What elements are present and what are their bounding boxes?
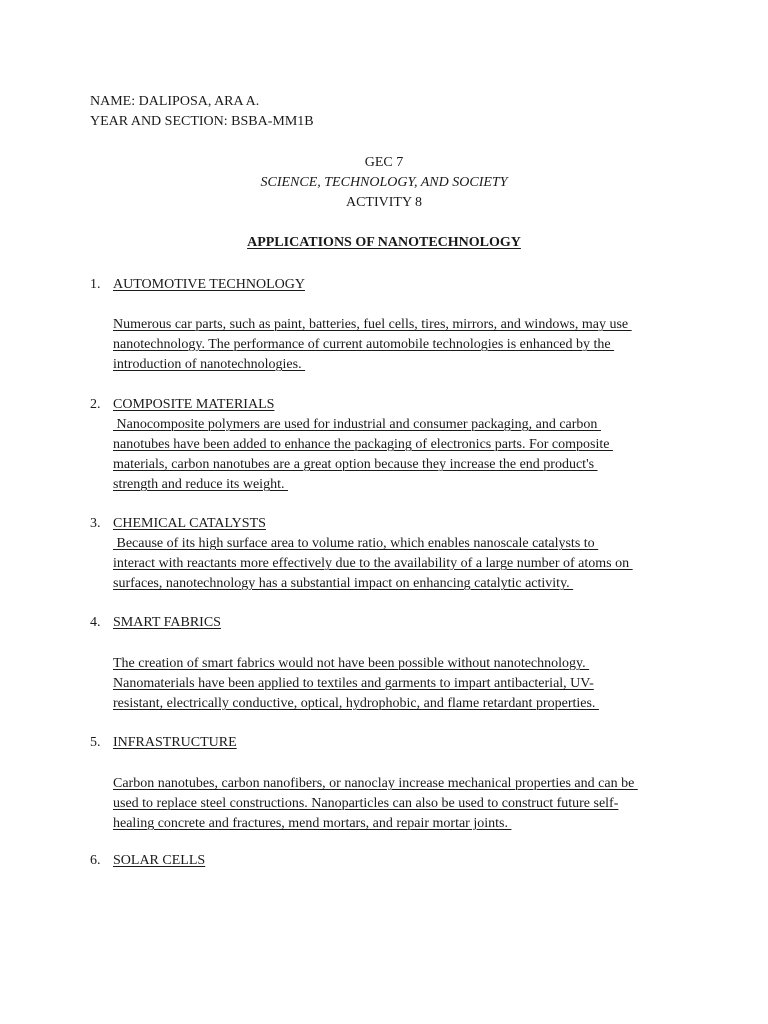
body-line: nanotechnology. The performance of current automobile technologies is enhanced by the [113, 337, 615, 352]
body-line: surfaces, nanotechnology has a substantial impact on enhancing catalytic activity. [113, 576, 574, 591]
body-line: Numerous car parts, such as paint, batteries, fuel cells, tires, mirrors, and windows, may use [113, 317, 632, 332]
body-line: introduction of nanotechnologies. [113, 357, 306, 372]
item-number: 4. [90, 615, 101, 630]
item-heading-smart-fabrics: SMART FABRICS [113, 615, 221, 630]
item-number: 1. [90, 277, 101, 292]
item-body-chemical-catalysts [113, 534, 688, 594]
course-subject: SCIENCE, TECHNOLOGY, AND SOCIETY [260, 175, 508, 190]
course-code: GEC 7 [364, 155, 404, 170]
item-number: 2. [90, 397, 101, 412]
item-heading-infrastructure: INFRASTRUCTURE [113, 735, 237, 750]
student-name: NAME: DALIPOSA, ARA A. [90, 94, 260, 109]
activity-number: ACTIVITY 8 [345, 195, 423, 210]
body-line: Because of its high surface area to volume ratio, which enables nanoscale catalysts to [113, 536, 599, 551]
body-line: The creation of smart fabrics would not have been possible without nanotechnology. [113, 656, 590, 671]
item-number: 6. [90, 853, 101, 868]
body-line: materials, carbon nanotubes are a great option because they increase the end product's [113, 457, 598, 472]
body-line: strength and reduce its weight. [113, 477, 288, 492]
body-line: nanotubes have been added to enhance the packaging of electronics parts. For composite [113, 437, 613, 452]
body-line: Carbon nanotubes, carbon nanofibers, or nanoclay increase mechanical properties and can be [113, 776, 638, 791]
body-line: used to replace steel constructions. Nanoparticles can also be used to construct future self- [113, 796, 619, 811]
year-and-section: YEAR AND SECTION: BSBA-MM1B [90, 114, 314, 129]
item-body-composite-materials [113, 415, 688, 495]
body-line: resistant, electrically conductive, optical, hydrophobic, and flame retardant properties. [113, 696, 599, 711]
body-line: healing concrete and fractures, mend mortars, and repair mortar joints. [113, 816, 512, 831]
body-line: Nanocomposite polymers are used for industrial and consumer packaging, and carbon [113, 417, 601, 432]
document-title: APPLICATIONS OF NANOTECHNOLOGY [247, 235, 521, 250]
item-body-smart-fabrics [113, 654, 688, 714]
body-line: interact with reactants more effectively due to the availability of a large number of atoms on [113, 556, 633, 571]
item-heading-composite-materials: COMPOSITE MATERIALS [113, 397, 275, 412]
item-heading-solar-cells: SOLAR CELLS [113, 853, 206, 868]
item-body-automotive-technology [113, 315, 688, 375]
item-number: 3. [90, 516, 101, 531]
item-heading-automotive-technology: AUTOMOTIVE TECHNOLOGY [113, 277, 305, 292]
item-body-infrastructure [113, 774, 688, 834]
item-number: 5. [90, 735, 101, 750]
item-heading-chemical-catalysts: CHEMICAL CATALYSTS [113, 516, 266, 531]
body-line: Nanomaterials have been applied to textiles and garments to impart antibacterial, UV- [113, 676, 594, 691]
